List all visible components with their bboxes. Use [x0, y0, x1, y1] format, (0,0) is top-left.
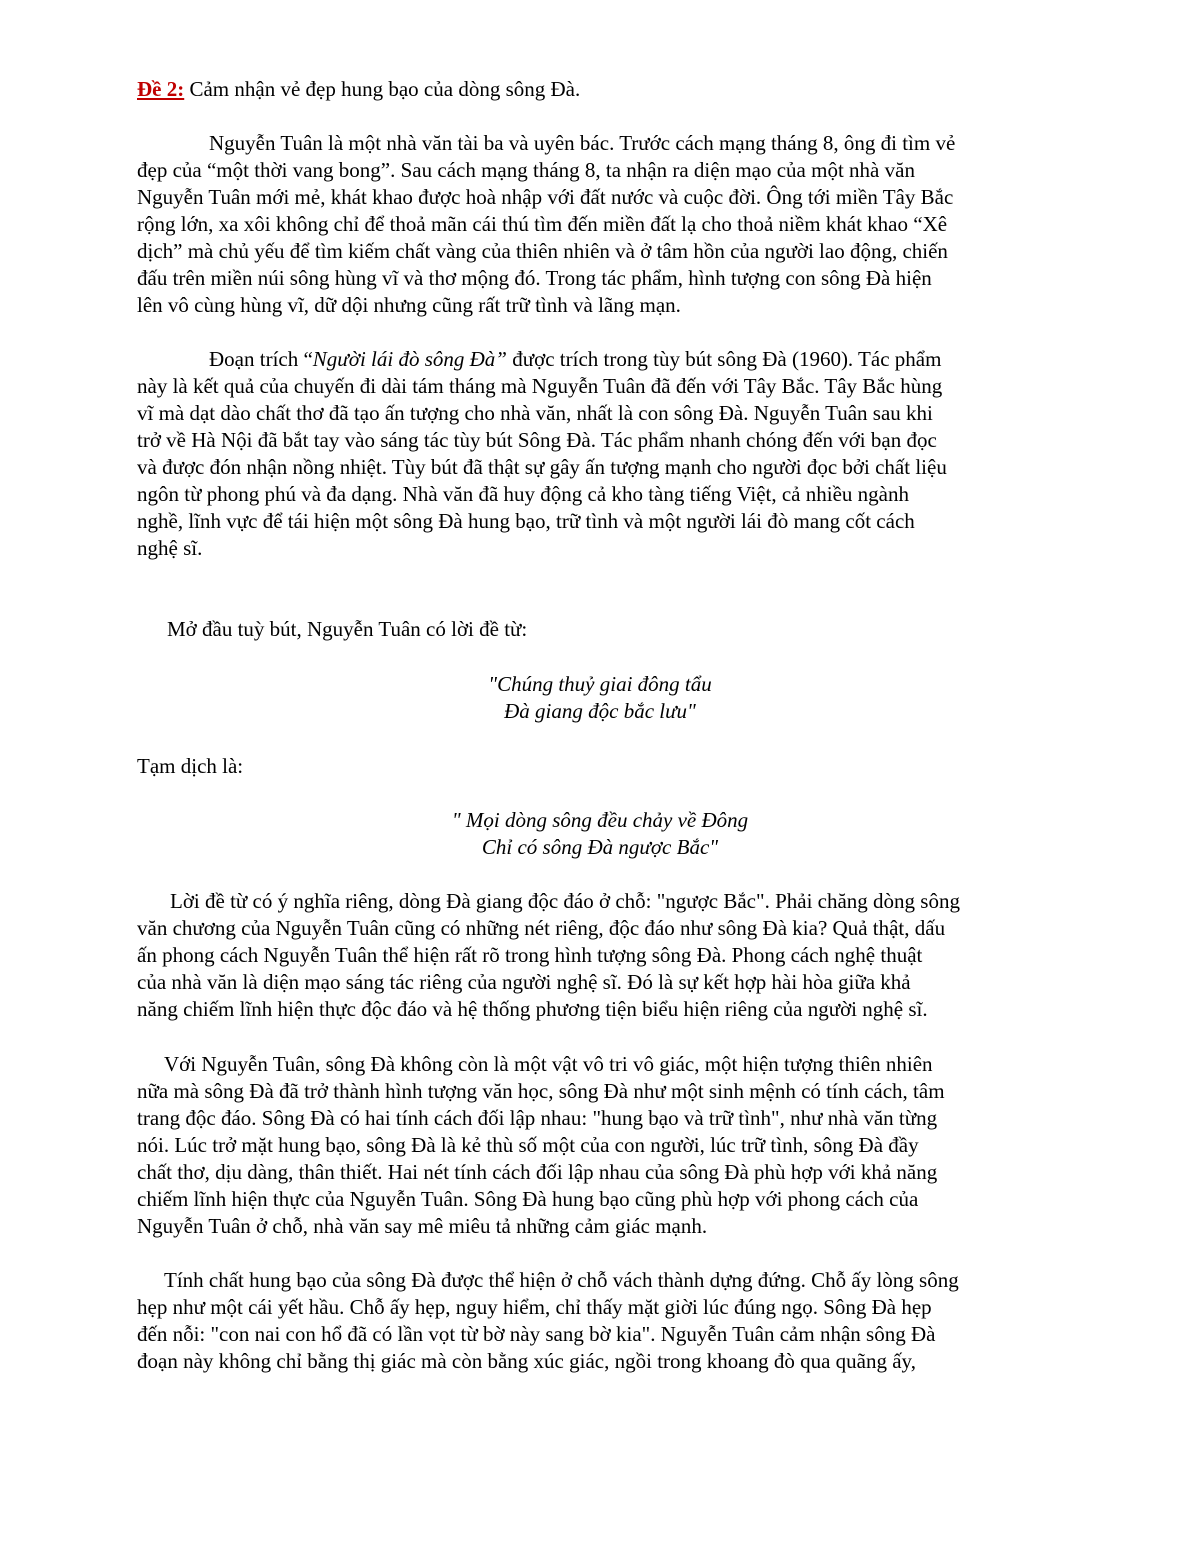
para5-line: Tính chất hung bạo của sông Đà được thể hiện ở chỗ vách thành dựng đứng. Chỗ ấy lòng sông [164, 1268, 959, 1292]
para1-line: Nguyễn Tuân là một nhà văn tài ba và uyên bác. Trước cách mạng tháng 8, ông đi tìm vẻ [209, 131, 956, 155]
para1-line: lên vô cùng hùng vĩ, dữ dội nhưng cũng rất trữ tình và lãng mạn. [137, 293, 681, 317]
title-text: Cảm nhận vẻ đẹp hung bạo của dòng sông Đà. [184, 77, 581, 101]
para2-line: nghề, lĩnh vực để tái hiện một sông Đà hung bạo, trữ tình và một người lái đò mang cốt cách [137, 509, 915, 533]
para5-line: đoạn này không chỉ bằng thị giác mà còn bằng xúc giác, ngồi trong khoang đò qua quãng ấy, [137, 1349, 916, 1373]
para4-line: nữa mà sông Đà đã trở thành hình tượng văn học, sông Đà như một sinh mệnh có tính cách, tâm [137, 1079, 945, 1103]
para2-first-line [209, 346, 941, 373]
para3-line: văn chương của Nguyễn Tuân cũng có những nét riêng, độc đáo như sông Đà kia? Quả thật, dấu [137, 916, 946, 940]
quote2-line: " Mọi dòng sông đều chảy về Đông [451, 808, 749, 832]
para2-line: và được đón nhận nồng nhiệt. Tùy bút đã thật sự gây ấn tượng mạnh cho người đọc bởi chất liệu [137, 455, 947, 479]
para2-line: ngôn từ phong phú và đa dạng. Nhà văn đã huy động cả kho tàng tiếng Việt, cả nhiều ngành [137, 482, 909, 506]
para3-line: năng chiếm lĩnh hiện thực độc đáo và hệ thống phương tiện biểu hiện riêng của người nghệ sĩ. [137, 997, 928, 1021]
quote2-line: Chỉ có sông Đà ngược Bắc" [481, 835, 719, 859]
para3-line: ấn phong cách Nguyễn Tuân thể hiện rất rõ trong hình tượng sông Đà. Phong cách nghệ thuật [137, 943, 923, 967]
work-title: Người lái đò sông Đà” [312, 347, 507, 371]
para5-line: đến nỗi: "con nai con hổ đã có lần vọt từ bờ này sang bờ kia". Nguyễn Tuân cảm nhận sông Đà [137, 1322, 936, 1346]
para4-line: chiếm lĩnh hiện thực của Nguyễn Tuân. Sông Đà hung bạo cũng phù hợp với phong cách của [137, 1187, 919, 1211]
para1-line: dịch” mà chủ yếu để tìm kiếm chất vàng của thiên nhiên và ở tâm hồn của người lao động, chiến [137, 239, 948, 263]
para1-line: rộng lớn, xa xôi không chỉ để thoả mãn cái thú tìm đến miền đất lạ cho thoả niềm khát khao “Xê [137, 212, 948, 236]
para4-line: Với Nguyễn Tuân, sông Đà không còn là một vật vô tri vô giác, một hiện tượng thiên nhiên [164, 1052, 933, 1076]
document-title [137, 76, 580, 103]
para4-line: Nguyễn Tuân ở chỗ, nhà văn say mê miêu tả những cảm giác mạnh. [137, 1214, 708, 1238]
para2-line: trở về Hà Nội đã bắt tay vào sáng tác tùy bút Sông Đà. Tác phẩm nhanh chóng đến với bạn đọc [137, 428, 937, 452]
para4-line: chất thơ, dịu dàng, thân thiết. Hai nét tính cách đối lập nhau của sông Đà phù hợp với khả năng [137, 1160, 938, 1184]
intro-line: Mở đầu tuỳ bút, Nguyễn Tuân có lời đề từ: [167, 617, 528, 641]
para1-line: đẹp của “một thời vang bong”. Sau cách mạng tháng 8, ta nhận ra diện mạo của một nhà văn [137, 158, 915, 182]
para1-line: đấu trên miền núi sông hùng vĩ và thơ mộng đó. Trong tác phẩm, hình tượng con sông Đà hiện [137, 266, 932, 290]
translate-label: Tạm dịch là: [137, 754, 244, 778]
title-label: Đề 2: [137, 77, 185, 101]
para2-line: vĩ mà dạt dào chất thơ đã tạo ấn tượng cho nhà văn, nhất là con sông Đà. Nguyễn Tuân sau khi [137, 401, 933, 425]
para2-line: nghệ sĩ. [137, 536, 203, 560]
para4-line: nói. Lúc trở mặt hung bạo, sông Đà là kẻ thù số một của con người, lúc trữ tình, sông Đà đầy [137, 1133, 919, 1157]
para2-suffix: được trích trong tùy bút sông Đà (1960). Tác phẩm [507, 347, 942, 371]
para2-prefix: Đoạn trích “ [209, 347, 313, 371]
quote1-line: "Chúng thuỷ giai đông tẩu [488, 672, 712, 696]
para3-line: Lời đề từ có ý nghĩa riêng, dòng Đà giang độc đáo ở chỗ: "ngược Bắc". Phải chăng dòng sông [170, 889, 960, 913]
para5-line: hẹp như một cái yết hầu. Chỗ ấy hẹp, nguy hiểm, chỉ thấy mặt giời lúc đúng ngọ. Sông Đà hẹp [137, 1295, 932, 1319]
para3-line: của nhà văn là diện mạo sáng tác riêng của người nghệ sĩ. Đó là sự kết hợp hài hòa giữa khả [137, 970, 911, 994]
quote1-line: Đà giang độc bắc lưu" [504, 699, 696, 723]
para2-line: này là kết quả của chuyến đi dài tám tháng mà Nguyễn Tuân đã đến với Tây Bắc. Tây Bắc hùng [137, 374, 943, 398]
para1-line: Nguyễn Tuân mới mẻ, khát khao được hoà nhập với đất nước và cuộc đời. Ông tới miền Tây Bắc [137, 185, 954, 209]
para4-line: trang độc đáo. Sông Đà có hai tính cách đối lập nhau: "hung bạo và trữ tình", như nhà văn từng [137, 1106, 938, 1130]
